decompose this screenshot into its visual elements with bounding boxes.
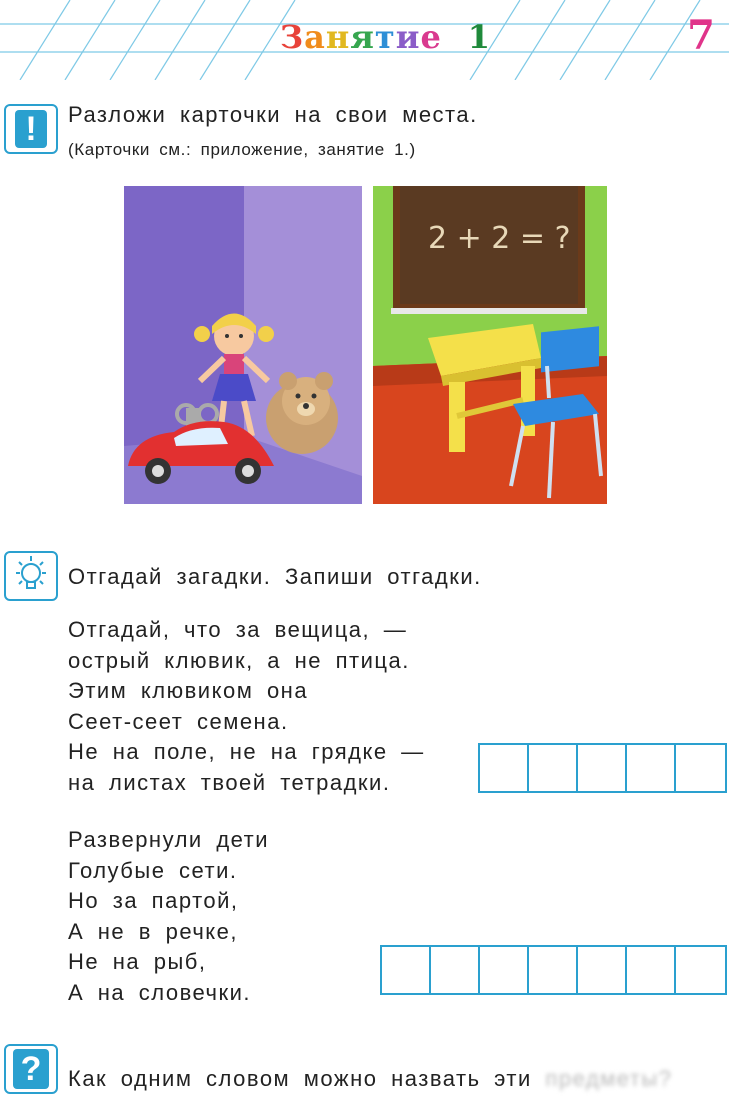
riddle-2 bbox=[68, 825, 269, 1008]
task3-question-blurred: предметы? bbox=[545, 1066, 673, 1091]
answer-cell[interactable] bbox=[480, 947, 529, 993]
answer-cell[interactable] bbox=[382, 947, 431, 993]
page-number: 7 bbox=[687, 12, 715, 59]
riddle-line: острый клювик, а не птица. bbox=[68, 647, 410, 673]
task1-instruction: Разложи карточки на свои места. bbox=[68, 102, 478, 127]
riddle-line: Отгадай, что за вещица, — bbox=[68, 617, 408, 642]
answer-cell[interactable] bbox=[627, 947, 676, 993]
riddle-line: Не на поле, не на грядке — bbox=[68, 739, 425, 764]
riddle-line: А не в речке, bbox=[68, 918, 239, 944]
answer-cell[interactable] bbox=[676, 947, 725, 993]
task3-question bbox=[68, 1066, 672, 1092]
answer-boxes-1[interactable] bbox=[478, 743, 727, 793]
lesson-title: Занятие 1 bbox=[280, 18, 492, 56]
answer-cell[interactable] bbox=[578, 745, 627, 791]
riddle-line: на листах твоей тетрадки. bbox=[68, 769, 391, 795]
answer-cell[interactable] bbox=[431, 947, 480, 993]
answer-cell[interactable] bbox=[529, 745, 578, 791]
blackboard-text: 2 + 2 = ? bbox=[428, 221, 571, 256]
answer-boxes-2[interactable] bbox=[380, 945, 727, 995]
task1-note: (Карточки см.: приложение, занятие 1.) bbox=[68, 140, 416, 159]
classroom-illustration bbox=[373, 186, 607, 504]
riddle-line: Этим клювиком она bbox=[68, 678, 309, 703]
riddle-line: Не на рыб, bbox=[68, 949, 207, 974]
question-icon: ? bbox=[4, 1044, 58, 1094]
toys-room-illustration bbox=[124, 186, 362, 504]
task3-question-text: Как одним словом можно назвать эти bbox=[68, 1066, 532, 1091]
answer-cell[interactable] bbox=[480, 745, 529, 791]
answer-cell[interactable] bbox=[529, 947, 578, 993]
lightbulb-icon bbox=[4, 551, 58, 601]
lesson-number: 1 bbox=[467, 18, 492, 56]
riddle-line: Развернули дети bbox=[68, 827, 270, 852]
exclamation-icon: ! bbox=[4, 104, 58, 154]
riddle-line: Но за партой, bbox=[68, 888, 239, 913]
riddle-1 bbox=[68, 615, 425, 798]
answer-cell[interactable] bbox=[578, 947, 627, 993]
riddle-line: Голубые сети. bbox=[68, 857, 238, 883]
riddle-line: А на словечки. bbox=[68, 979, 252, 1005]
task2-instruction: Отгадай загадки. Запиши отгадки. bbox=[68, 564, 482, 589]
answer-cell[interactable] bbox=[676, 745, 725, 791]
answer-cell[interactable] bbox=[627, 745, 676, 791]
riddle-line: Сеет-сеет семена. bbox=[68, 708, 289, 734]
